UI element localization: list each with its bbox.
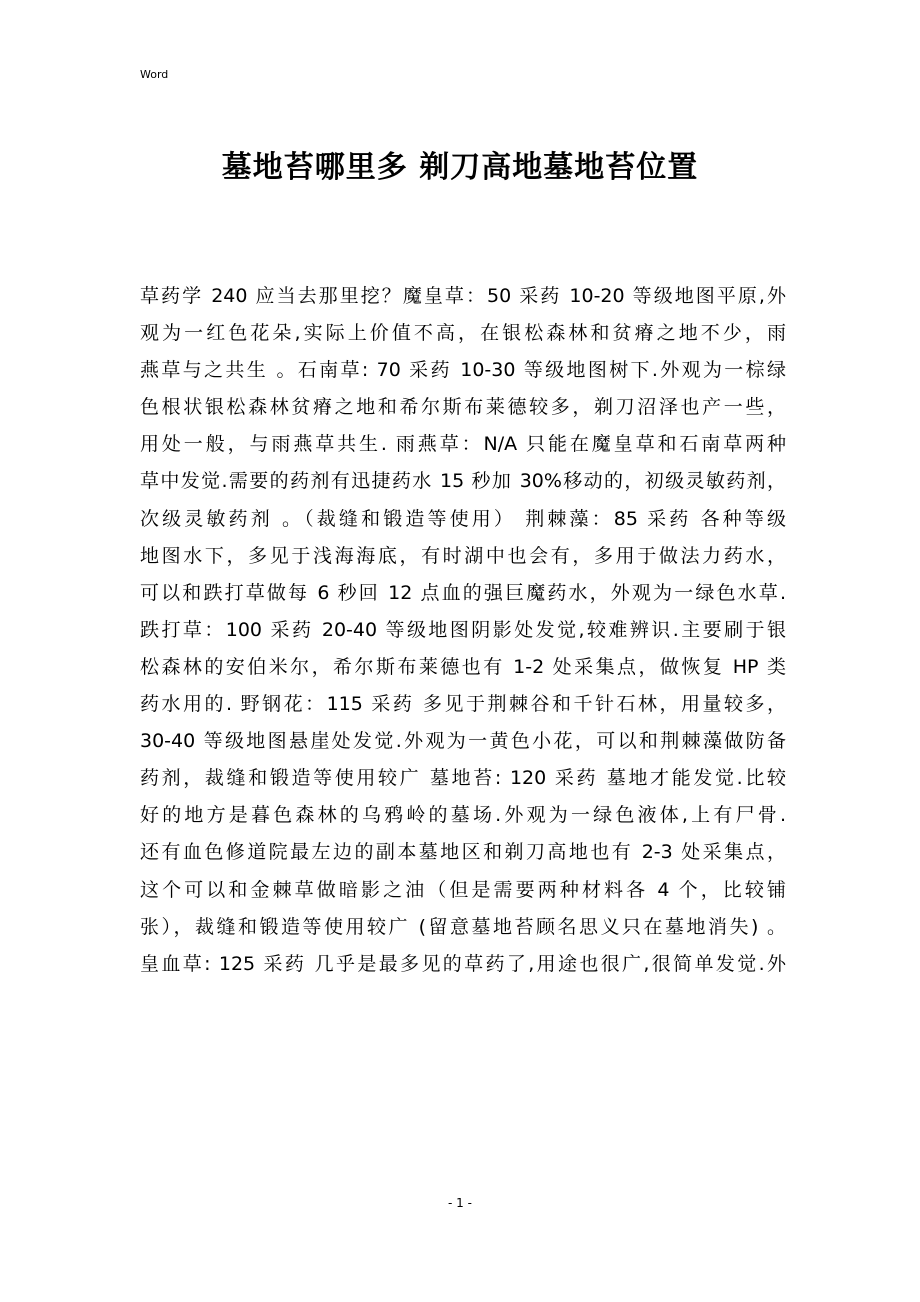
text-line: 这个可以和金棘草做暗影之油（但是需要两种材料各 4 个，比较铺 <box>140 878 786 901</box>
text-line: 好的地方是暮色森林的乌鸦岭的墓场.外观为一绿色液体,上有尸骨. <box>140 804 786 827</box>
body-paragraph <box>140 278 786 983</box>
header-label: Word <box>140 68 169 81</box>
text-line: 还有血色修道院最左边的副本墓地区和剃刀高地也有 2-3 处采集点， <box>140 841 786 864</box>
text-line: 次级灵敏药剂 。（裁缝和锻造等使用） 荆棘藻：85 采药 各种等级 <box>140 507 786 530</box>
text-line: 观为一红色花朵,实际上价值不高，在银松森林和贫瘠之地不少，雨 <box>140 322 786 345</box>
document-title: 墓地苔哪里多 剃刀高地墓地苔位置 <box>221 150 699 185</box>
text-line: 色根状银松森林贫瘠之地和希尔斯布莱德较多，剃刀沼泽也产一些， <box>140 396 786 419</box>
page-number: - 1 - <box>448 1196 472 1210</box>
text-line: 张），裁缝和锻造等使用较广 (留意墓地苔顾名思义只在墓地消失) 。 <box>140 915 786 938</box>
text-line: 用处一般，与雨燕草共生. 雨燕草：N/A 只能在魔皇草和石南草两种 <box>140 433 786 456</box>
text-line: 30-40 等级地图悬崖处发觉.外观为一黄色小花，可以和荆棘藻做防备 <box>140 730 786 753</box>
text-line: 跌打草：100 采药 20-40 等级地图阴影处发觉,较难辨识.主要刷于银 <box>140 618 786 641</box>
text-line: 药水用的. 野钢花：115 采药 多见于荆棘谷和千针石林，用量较多， <box>140 693 786 716</box>
text-line: 地图水下，多见于浅海海底，有时湖中也会有，多用于做法力药水， <box>140 544 786 567</box>
text-line: 草药学 240 应当去那里挖？魔皇草：50 采药 10-20 等级地图平原,外 <box>140 285 786 307</box>
text-line: 燕草与之共生 。石南草: 70 采药 10-30 等级地图树下.外观为一棕绿 <box>140 359 786 382</box>
text-line: 皇血草: 125 采药 几乎是最多见的草药了,用途也很广,很简单发觉.外 <box>140 952 786 975</box>
text-line: 可以和跌打草做每 6 秒回 12 点血的强巨魔药水，外观为一绿色水草. <box>140 581 786 604</box>
text-line: 药剂，裁缝和锻造等使用较广 墓地苔: 120 采药 墓地才能发觉.比较 <box>140 767 786 790</box>
text-line: 草中发觉.需要的药剂有迅捷药水 15 秒加 30%移动的，初级灵敏药剂， <box>140 470 786 493</box>
text-line: 松森林的安伯米尔，希尔斯布莱德也有 1-2 处采集点，做恢复 HP 类 <box>140 655 786 678</box>
